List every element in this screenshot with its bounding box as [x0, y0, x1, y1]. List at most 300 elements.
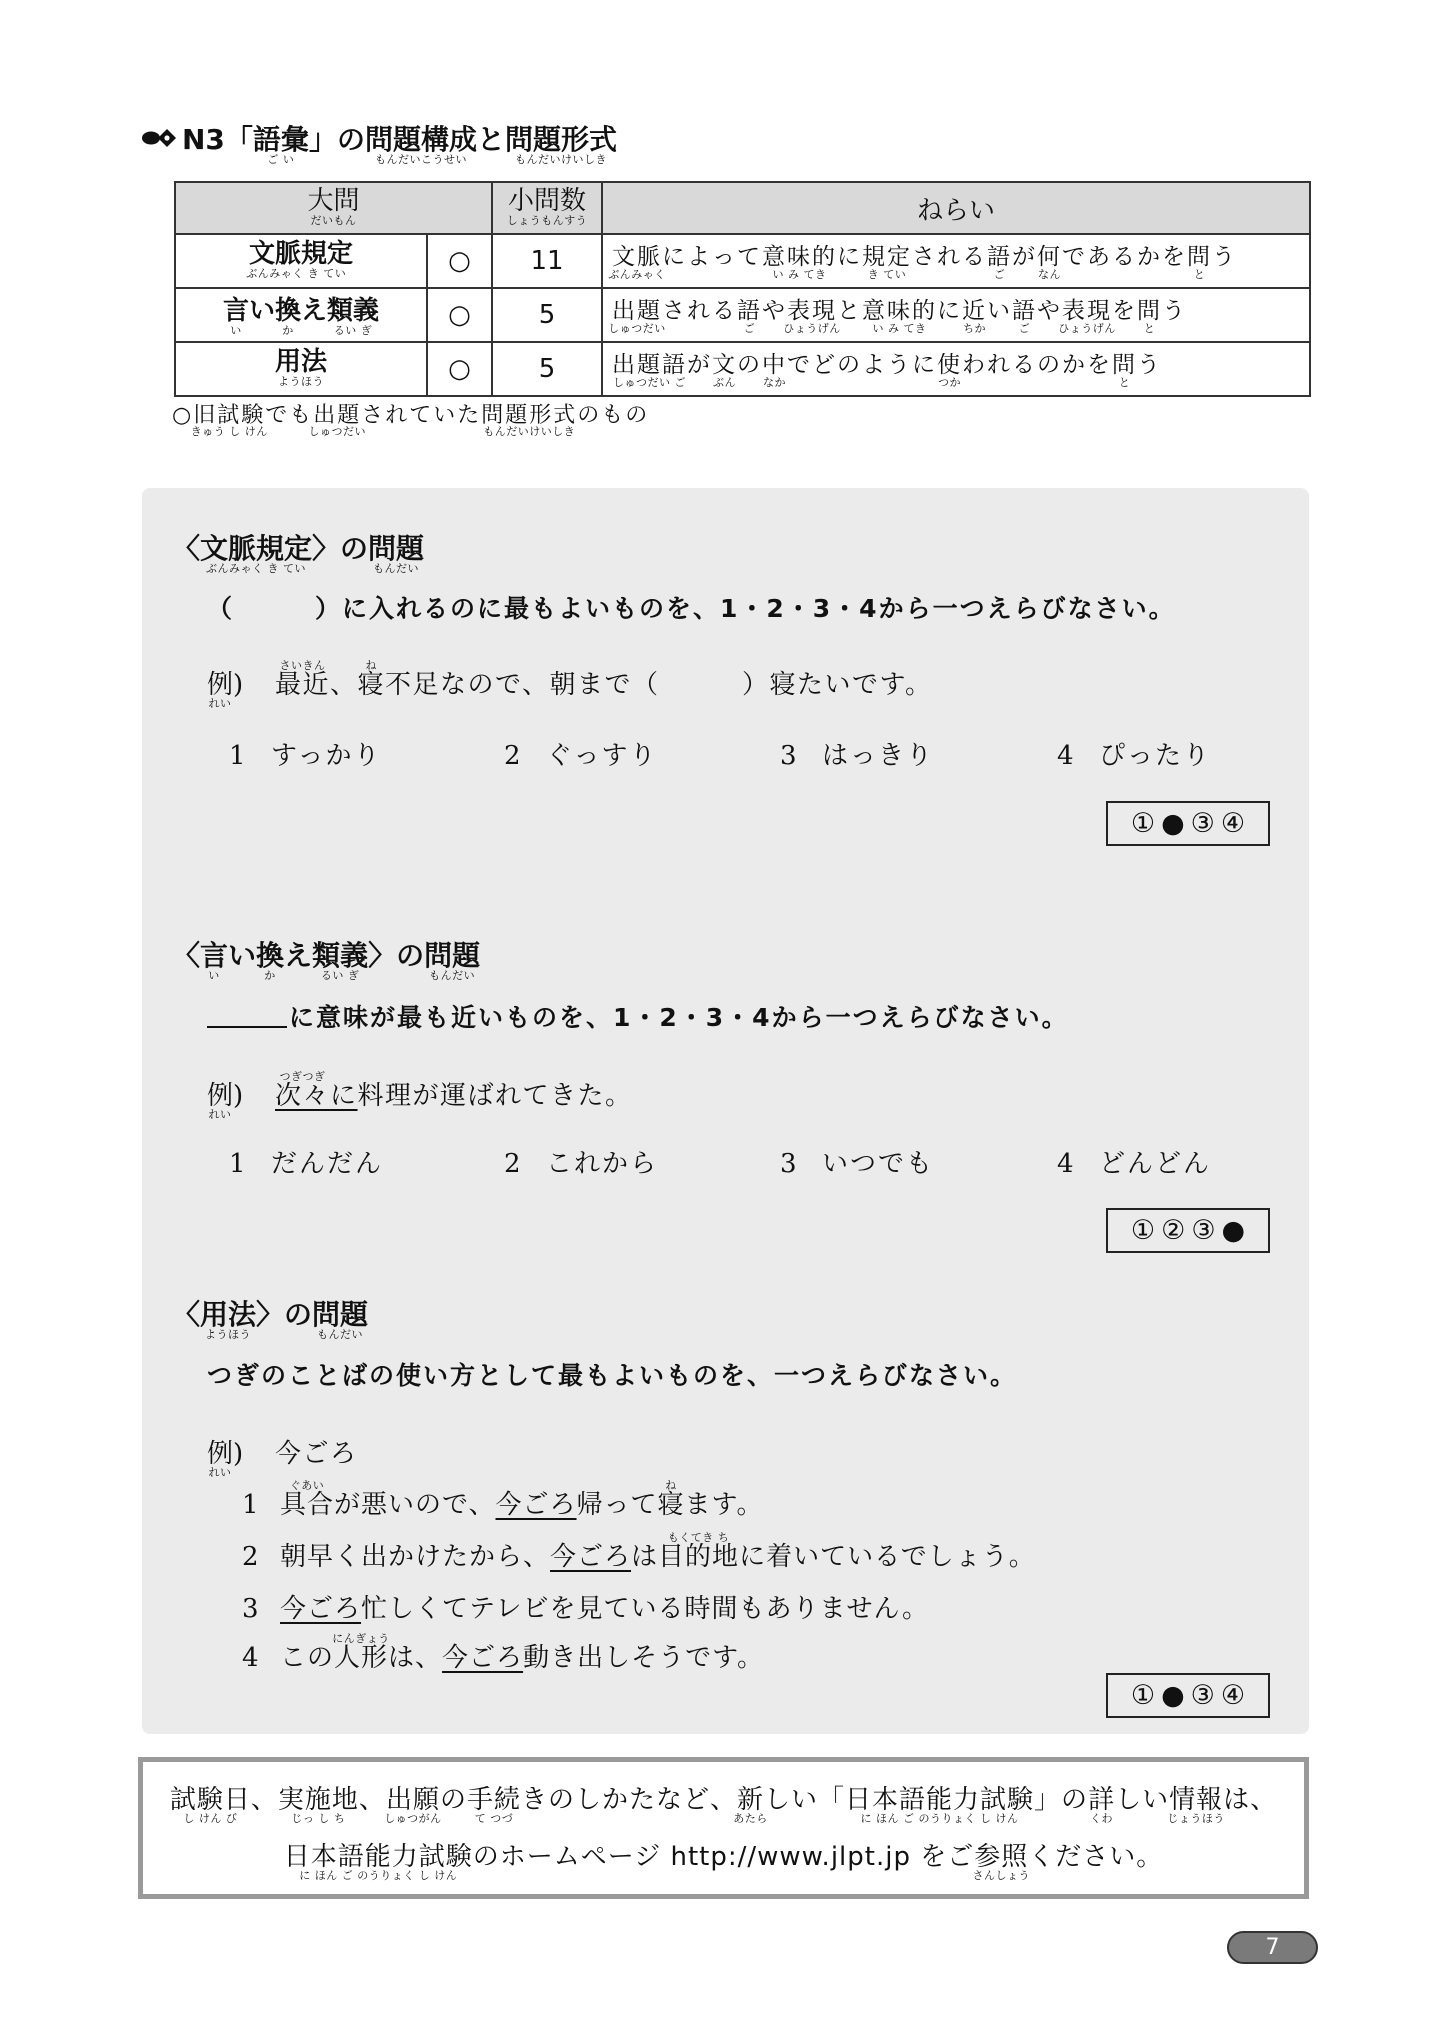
furigana: じょうほう	[1167, 1812, 1225, 1826]
row-old-format-mark: ○	[427, 288, 492, 342]
row-question-count: 11	[492, 234, 602, 288]
text-run: ください。	[1028, 1842, 1164, 1872]
ruby-word	[368, 532, 425, 575]
text-run: が悪いので、	[334, 1490, 496, 1520]
ruby-word	[283, 1842, 473, 1883]
row-aim	[602, 234, 1310, 288]
furigana: ようほう	[277, 374, 324, 388]
ruby-word	[733, 1785, 768, 1826]
furigana: さんしょう	[972, 1869, 1030, 1883]
ruby-base-text: 寝	[657, 1490, 685, 1520]
option-item	[780, 1146, 934, 1182]
furigana: くわ	[1090, 1812, 1114, 1826]
ruby-base-text: 例	[207, 670, 234, 700]
section-instruction: つぎのことばの使い方として最もよいものを、一つえらびなさい。	[207, 1361, 1018, 1390]
ruby-base-text: 文脈	[612, 244, 663, 271]
ruby-base-text: 文脈規定	[200, 532, 313, 565]
example-word: 今ごろ	[275, 1439, 358, 1469]
text-run: と	[837, 298, 863, 325]
ruby-word	[1088, 1785, 1116, 1826]
ruby-word	[762, 244, 838, 281]
option-text: どんどん	[1099, 1149, 1212, 1179]
row-aim	[602, 342, 1310, 396]
answer-choice-3: ③	[1191, 1215, 1216, 1246]
furigana: ぶん	[713, 375, 737, 389]
ruby-word	[169, 1785, 251, 1826]
usage-item	[242, 1632, 764, 1676]
ruby-base-text: 問	[1137, 298, 1163, 325]
ruby-word	[364, 123, 477, 166]
furigana: もんだい	[373, 561, 420, 575]
furigana: しゅつだい ご	[613, 375, 687, 389]
text-run: い	[228, 939, 257, 972]
header-daimon	[175, 182, 492, 234]
text-run: 、	[358, 1785, 386, 1815]
ruby-base-text: 中	[762, 352, 788, 379]
text-run: が	[687, 352, 713, 379]
furigana: しゅつがん	[384, 1812, 442, 1826]
answer-choice-2: ②	[1161, 1215, 1186, 1246]
ruby-word	[308, 403, 366, 439]
answer-choice-3: ③	[1190, 1680, 1215, 1711]
ruby-word	[612, 352, 688, 389]
text-run: 今ごろ	[550, 1542, 632, 1572]
row-name	[175, 342, 427, 396]
ruby-base-text: 使	[937, 352, 963, 379]
ruby-word	[1112, 352, 1138, 389]
text-run: 〉の	[312, 532, 369, 565]
furigana: か	[264, 968, 276, 982]
ruby-base-text: 類義	[312, 939, 369, 972]
text-run: ます。	[684, 1490, 764, 1520]
answer-choice-1: ①	[1130, 1215, 1156, 1246]
option-text: はっきり	[822, 741, 935, 771]
ruby-base-text: 問題	[424, 939, 481, 972]
ruby-word	[737, 298, 763, 335]
furigana: ご い	[267, 152, 295, 166]
ruby-base-text: 寝	[357, 670, 386, 700]
ruby-base-text: 語彙	[252, 123, 309, 156]
ruby-base-text: 換	[274, 296, 301, 327]
furigana: ひょうげん	[1058, 321, 1116, 335]
furigana: きゅう し けん	[190, 425, 268, 439]
text-run: 忙しくてテレビを見ている時間もありません。	[361, 1594, 930, 1624]
row-name	[175, 234, 427, 288]
ruby-base-text: 出願	[385, 1785, 440, 1815]
text-run: に着いているでしょう。	[739, 1542, 1036, 1572]
usage-item-text	[280, 1594, 929, 1624]
furigana: と	[1143, 321, 1156, 335]
answer-sheet-box	[1106, 801, 1270, 846]
example-label	[207, 1436, 244, 1480]
furigana: ぶんみゃく	[246, 266, 304, 280]
ruby-word	[1037, 244, 1063, 281]
row-name-text	[222, 296, 380, 337]
ruby-word	[252, 123, 309, 166]
answer-choice-2: ●	[1161, 1680, 1185, 1711]
text-run: は、	[388, 1643, 443, 1673]
usage-item	[242, 1591, 929, 1627]
furigana: と	[1118, 375, 1131, 389]
page-title-text	[182, 118, 617, 166]
furigana: れい	[208, 1466, 232, 1480]
option-number: 1	[229, 1149, 248, 1179]
option-number: 3	[780, 741, 799, 771]
ruby-base-text: 次々	[275, 1081, 331, 1111]
ruby-word	[222, 296, 249, 337]
text-run: は、	[1223, 1785, 1278, 1815]
ruby-word	[327, 296, 380, 337]
usage-item-number: 2	[242, 1542, 260, 1572]
ruby-word	[424, 939, 481, 982]
ruby-base-text: 日本語能力試験	[845, 1785, 1035, 1815]
ruby-word	[207, 1439, 234, 1480]
text-run: に	[837, 244, 863, 271]
ruby-word	[256, 939, 285, 982]
example-label	[207, 1078, 244, 1122]
text-run: え	[301, 296, 328, 327]
ruby-base-text: 用法	[200, 1298, 257, 1331]
ruby-base-text: 出題	[313, 403, 362, 428]
ruby-base-text: 近	[962, 298, 988, 325]
text-run: 〉の	[368, 939, 425, 972]
text-run: う	[1162, 298, 1188, 325]
usage-item	[242, 1531, 1036, 1575]
text-run: 〈	[172, 939, 201, 972]
text-run: )	[233, 1439, 244, 1469]
answer-choice-4: ④	[1220, 808, 1246, 839]
row-old-format-mark: ○	[427, 342, 492, 396]
ruby-base-text: 情報	[1169, 1785, 1224, 1815]
ruby-base-text: 言	[222, 296, 249, 327]
text-run: 〉の	[256, 1298, 313, 1331]
furigana: れい	[208, 1108, 232, 1122]
text-run: 」の	[1034, 1785, 1089, 1815]
text-run: でどのように	[787, 352, 938, 379]
option-item	[504, 738, 657, 774]
furigana: ぶんみゃく き てい	[206, 561, 307, 575]
text-run: 〈	[172, 1298, 201, 1331]
ruby-word	[937, 352, 963, 389]
furigana: い み てき	[872, 321, 927, 335]
ruby-word	[312, 939, 369, 982]
ruby-word	[200, 1298, 257, 1341]
answer-choice-4: ●	[1221, 1215, 1246, 1246]
ruby-base-text: 語	[987, 244, 1013, 271]
furigana: き てい	[867, 267, 907, 281]
option-text: だんだん	[271, 1149, 384, 1179]
option-row	[142, 1146, 1309, 1182]
ruby-word	[275, 659, 331, 701]
furigana: い	[208, 968, 220, 982]
option-number: 3	[780, 1149, 799, 1179]
text-run: の	[737, 352, 763, 379]
row-aim	[602, 288, 1310, 342]
text-run: であるかを	[1062, 244, 1188, 271]
furigana: ひょうげん	[783, 321, 841, 335]
row-aim-text	[608, 244, 1238, 281]
text-run: 朝早く出かけたから、	[280, 1542, 551, 1572]
furigana: ご	[993, 267, 1006, 281]
ruby-word	[200, 532, 313, 575]
ruby-word	[301, 239, 354, 280]
header-daimon-text	[307, 186, 360, 227]
text-run: は	[631, 1542, 659, 1572]
answer-choice-1: ①	[1130, 808, 1156, 839]
ruby-word	[504, 123, 617, 166]
option-number: 4	[1057, 741, 1076, 771]
text-run: の	[439, 1785, 467, 1815]
ruby-word	[332, 1632, 390, 1674]
section-instruction	[207, 1000, 1069, 1036]
furigana: ぶんみゃく	[608, 267, 666, 281]
text-run: を	[1112, 298, 1138, 325]
option-text: ぐっすり	[546, 741, 658, 771]
ruby-base-text: 人形	[334, 1643, 389, 1673]
ruby-base-text: 問題構成	[364, 123, 477, 156]
ruby-word	[657, 1479, 685, 1521]
ruby-word	[312, 1298, 369, 1341]
ruby-word	[608, 298, 666, 335]
answer-blank-line	[207, 1002, 287, 1028]
table-row	[175, 342, 1310, 396]
text-run: 、	[330, 670, 358, 700]
ruby-word	[1012, 298, 1038, 335]
option-item	[229, 738, 381, 774]
text-run: が	[1012, 244, 1038, 271]
ruby-word	[972, 1842, 1030, 1883]
ruby-base-text: 大問	[307, 186, 360, 217]
answer-sheet-box	[1106, 1673, 1270, 1718]
ruby-word	[962, 298, 988, 335]
ruby-base-text: 試験日	[169, 1785, 251, 1815]
header-nerai: ねらい	[602, 182, 1310, 234]
ruby-base-text: 手続	[466, 1785, 521, 1815]
ruby-base-text: 問題形式	[504, 123, 617, 156]
option-row	[142, 738, 1309, 774]
ruby-base-text: 何	[1037, 244, 1063, 271]
usage-item-text	[280, 1632, 764, 1673]
furigana: あたら	[733, 1812, 768, 1826]
header-shomonsu-text	[506, 186, 588, 227]
furigana: だいもん	[310, 213, 357, 227]
text-run: のもの	[577, 403, 650, 428]
ruby-word	[280, 1479, 335, 1521]
text-run: 〈	[172, 532, 201, 565]
text-run: きのしかたなど、	[520, 1785, 737, 1815]
info-line-1	[143, 1782, 1304, 1826]
option-number: 2	[504, 1149, 523, 1179]
option-text: これから	[546, 1149, 659, 1179]
ruby-word	[207, 1081, 234, 1122]
ruby-base-text: 言	[200, 939, 229, 972]
answer-choice-1: ①	[1130, 1680, 1156, 1711]
text-run: )	[233, 1081, 244, 1111]
section-heading-paraphrase	[172, 938, 481, 982]
page-number: 7	[1227, 1931, 1318, 1964]
ruby-word	[275, 1070, 331, 1112]
ruby-word	[466, 1785, 521, 1826]
ruby-base-text: 問題形式	[481, 403, 578, 428]
furigana: に ほん ご のうりょく し けん	[299, 1869, 458, 1883]
ruby-base-text: 文脈	[248, 239, 301, 270]
ruby-base-text: 文	[712, 352, 738, 379]
text-run: ○	[172, 403, 194, 428]
ruby-base-text: 規定	[301, 239, 354, 270]
furigana: もんだいこうせい	[374, 152, 467, 166]
furigana: もんだいけいしき	[483, 425, 576, 439]
example-label	[207, 667, 244, 711]
ruby-base-text: 規定	[862, 244, 913, 271]
furigana: ね	[365, 659, 378, 672]
furigana: るい ぎ	[320, 968, 360, 982]
text-run: される	[912, 244, 988, 271]
ruby-word	[608, 244, 666, 281]
ruby-base-text: 意味的	[762, 244, 838, 271]
furigana: つぎつぎ	[279, 1070, 326, 1083]
furigana: ようほう	[205, 1327, 252, 1341]
text-run: に	[937, 298, 963, 325]
usage-item-number: 4	[242, 1643, 260, 1673]
ruby-word	[1137, 298, 1163, 335]
ruby-base-text: 参照	[974, 1842, 1029, 1872]
ruby-base-text: 例	[207, 1439, 234, 1469]
ruby-base-text: 問題	[312, 1298, 369, 1331]
row-aim-text	[612, 352, 1163, 389]
option-text: すっかり	[271, 741, 382, 771]
usage-item-number: 3	[242, 1594, 260, 1624]
furigana: ご	[743, 321, 756, 335]
ruby-base-text: 小問数	[508, 186, 587, 217]
row-aim-text	[608, 298, 1188, 335]
usage-item	[242, 1479, 764, 1523]
furigana: さいきん	[279, 659, 326, 672]
ruby-base-text: 詳	[1088, 1785, 1116, 1815]
ruby-word	[712, 352, 738, 389]
furigana: しゅつだい	[608, 321, 666, 335]
text-run: によって	[662, 244, 763, 271]
row-old-format-mark: ○	[427, 234, 492, 288]
ruby-word	[190, 403, 268, 439]
furigana: なか	[763, 375, 787, 389]
ruby-base-text: 出題語	[612, 352, 688, 379]
text-run: い	[248, 296, 275, 327]
ruby-base-text: 用法	[274, 347, 327, 378]
furigana: き てい	[307, 266, 347, 280]
option-item	[1057, 738, 1211, 774]
ruby-word	[481, 403, 578, 439]
furigana: ちか	[963, 321, 987, 335]
text-run: う	[1137, 352, 1163, 379]
ruby-word	[274, 347, 327, 388]
ruby-word	[862, 244, 913, 281]
table-header-row	[175, 182, 1310, 234]
ruby-word	[1058, 298, 1116, 335]
option-text: ぴったり	[1099, 741, 1212, 771]
text-run: われるのかを	[962, 352, 1113, 379]
ruby-word	[987, 244, 1013, 281]
ruby-base-text: 語	[1012, 298, 1038, 325]
ruby-word	[207, 670, 234, 711]
ruby-word	[357, 659, 386, 701]
furigana: もんだいけいしき	[514, 152, 607, 166]
furigana: もんだい	[317, 1327, 364, 1341]
furigana: るい ぎ	[333, 323, 373, 337]
option-number: 1	[229, 741, 248, 771]
ruby-base-text: 類義	[327, 296, 380, 327]
section-instruction: （ ）に入れるのに最もよいものを、1・2・3・4から一つえらびなさい。	[207, 594, 1176, 623]
section-instruction-text: に意味が最も近いものを、1・2・3・4から一つえらびなさい。	[289, 1003, 1069, 1032]
example-sentence	[275, 1070, 633, 1114]
ruby-word	[845, 1785, 1035, 1826]
text-run: されていた	[361, 403, 482, 428]
row-name-text	[246, 239, 354, 280]
ruby-base-text: 最近	[275, 670, 331, 700]
text-run: 帰って	[576, 1490, 658, 1520]
text-run: N3「	[182, 123, 253, 156]
ruby-base-text: 意味的	[862, 298, 938, 325]
ruby-base-text: 新	[737, 1785, 765, 1815]
furigana: じっ し ち	[291, 1812, 346, 1826]
info-box	[138, 1757, 1309, 1899]
option-item	[229, 1146, 383, 1182]
option-number: 2	[504, 741, 523, 771]
text-run: でも	[265, 403, 314, 428]
furigana: か	[282, 323, 294, 337]
ruby-base-text: 目的地	[658, 1542, 740, 1572]
ruby-word	[277, 1785, 359, 1826]
question-structure-table	[174, 181, 1311, 397]
table-row	[175, 288, 1310, 342]
example-sentence	[275, 659, 933, 703]
ruby-word	[762, 352, 788, 389]
info-line-2	[143, 1839, 1304, 1883]
answer-choice-3: ③	[1190, 808, 1215, 839]
ruby-word	[658, 1531, 740, 1573]
furigana: ご	[1018, 321, 1031, 335]
ruby-word	[246, 239, 304, 280]
text-run: え	[284, 939, 313, 972]
furigana: れい	[208, 697, 232, 711]
ruby-word	[1187, 244, 1213, 281]
text-run: しい	[1115, 1785, 1170, 1815]
text-run: しい「	[764, 1785, 846, 1815]
text-run: 今ごろ	[495, 1490, 577, 1520]
ruby-base-text: 具合	[280, 1490, 335, 1520]
furigana: もくてき ち	[667, 1531, 730, 1544]
ruby-word	[307, 186, 360, 227]
furigana: にんぎょう	[332, 1632, 390, 1645]
ruby-word	[862, 298, 938, 335]
text-run: い	[987, 298, 1013, 325]
row-name-text	[274, 347, 327, 388]
text-run: や	[1037, 298, 1063, 325]
ruby-base-text: 表現	[1062, 298, 1113, 325]
ruby-base-text: 問	[1187, 244, 1213, 271]
ruby-base-text: 出題	[612, 298, 663, 325]
furigana: ぐあい	[289, 1479, 325, 1492]
ruby-base-text: 例	[207, 1081, 234, 1111]
usage-item-text	[280, 1479, 764, 1520]
furigana: しょうもんすう	[506, 213, 588, 227]
row-question-count: 5	[492, 342, 602, 396]
ruby-base-text: 実施地	[277, 1785, 359, 1815]
ruby-base-text: 問	[1112, 352, 1138, 379]
option-item	[1057, 1146, 1211, 1182]
bullet-arrow-icon	[142, 128, 178, 148]
text-run: 今ごろ	[280, 1594, 362, 1624]
usage-item-text	[280, 1531, 1036, 1572]
